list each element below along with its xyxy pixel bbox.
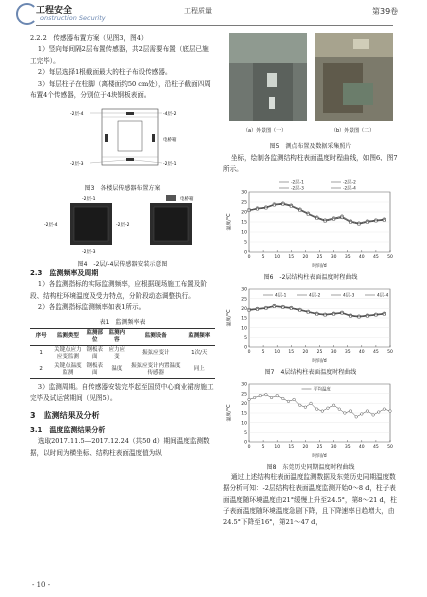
- legend-label: 平均温度: [313, 387, 331, 393]
- table-cell: 1次/天: [191, 350, 208, 357]
- y-tick-label: 15: [241, 316, 247, 322]
- data-point: [253, 396, 256, 399]
- fig4-label: -2层-4: [44, 223, 58, 229]
- y-tick-label: 5: [244, 335, 247, 341]
- figure-4-caption: 图4 -2层/-4层传感器安装示意图: [77, 261, 168, 269]
- data-point: [366, 410, 369, 413]
- y-tick-label: 10: [241, 421, 247, 427]
- x-tick-label: 35: [344, 444, 351, 450]
- data-point: [349, 410, 352, 413]
- data-point: [310, 402, 313, 405]
- data-point: [377, 411, 380, 414]
- table-cell: 振弦应变计内置温度传感器: [131, 362, 181, 376]
- fig3-label: 电桥箱: [163, 138, 177, 144]
- y-tick-label: 25: [241, 392, 247, 398]
- y-tick-label: 0: [244, 345, 247, 351]
- table-cell: 钢板表面: [86, 346, 103, 360]
- x-tick-label: 25: [316, 444, 323, 450]
- figure-5-caption: 图5 测点布置及数据采集照片: [269, 143, 352, 150]
- fig4-label: 电桥箱: [180, 197, 194, 203]
- data-point: [276, 394, 279, 397]
- section-3-1-title: 3.1 温度监测结果分析: [30, 426, 106, 435]
- legend-label: 4层-2: [309, 293, 321, 299]
- y-tick-label: 20: [241, 401, 247, 407]
- table-1-caption: 表1 监测频率表: [99, 318, 146, 326]
- x-tick-label: 45: [373, 444, 379, 450]
- x-tick-label: 20: [302, 444, 309, 450]
- data-point: [287, 400, 290, 403]
- table-header: 序号: [35, 333, 47, 340]
- figure-6: [223, 178, 398, 281]
- figure-5-photos: [223, 33, 398, 137]
- data-point: [259, 394, 262, 397]
- paragraph: 通过上述结构柱表面温度监测数据及东莞历史同期温度数据分析可知：-2层结构柱表面温度监测开始0～8 d，柱子表面温度随环境温度由21°缓慢上升至24.5°，第8～21 d，柱子表面温度随环境温度急剧下降，且下降速率日趋增大，由24.5°下降至16°，第21～47 d，: [223, 472, 397, 527]
- figure-4: [30, 193, 215, 269]
- x-tick-label: 50: [387, 254, 393, 260]
- fig4-label: -2层-1: [82, 197, 96, 203]
- sensor-mark: [126, 158, 134, 161]
- y-axis-label: 温度/°C: [227, 404, 232, 422]
- figure-6-caption: 图6 -2层结构柱表面温度时程曲线: [263, 273, 358, 281]
- x-tick-label: 15: [288, 254, 295, 260]
- data-point: [383, 408, 386, 411]
- figure-4-diagram: [30, 193, 215, 255]
- x-tick-label: 0: [247, 444, 251, 450]
- page-header: [0, 0, 427, 26]
- page-number: - 10 -: [32, 581, 51, 589]
- data-point: [389, 410, 392, 413]
- legend-label: -2层-4: [343, 186, 356, 192]
- fig3-label: -2层-1: [163, 162, 177, 168]
- y-tick-label: 15: [241, 220, 247, 226]
- table-cell: 关键点应力应变监测: [54, 346, 82, 360]
- y-tick-label: 25: [241, 200, 247, 206]
- fig3-label: -2层-3: [70, 162, 84, 168]
- table-cell: 2: [39, 366, 43, 373]
- x-tick-label: 30: [330, 254, 337, 260]
- y-axis-label: 温度/°C: [227, 213, 232, 231]
- data-point: [315, 408, 318, 411]
- data-point: [361, 412, 364, 415]
- fig4-label: -2层-2: [116, 223, 130, 229]
- y-tick-label: 30: [241, 382, 247, 388]
- x-tick-label: 5: [261, 349, 265, 355]
- table-header: 监测内容: [108, 329, 126, 343]
- x-tick-label: 10: [274, 349, 281, 355]
- figure-8: [223, 376, 398, 471]
- x-axis-label: 时间/d: [312, 453, 327, 458]
- data-point: [344, 412, 347, 415]
- journal-logo-icon: [16, 3, 38, 25]
- y-tick-label: 15: [241, 411, 247, 417]
- x-axis-label: 时间/d: [312, 358, 327, 363]
- volume-number: 第39卷: [372, 7, 399, 16]
- table-cell: 1: [39, 350, 43, 357]
- left-column: [30, 33, 215, 459]
- x-tick-label: 0: [247, 254, 251, 260]
- y-tick-label: 30: [241, 190, 247, 196]
- legend-label: 4层-3: [343, 293, 355, 299]
- x-tick-label: 25: [316, 349, 323, 355]
- data-point: [298, 404, 301, 407]
- data-point: [332, 404, 335, 407]
- x-tick-label: 30: [330, 444, 337, 450]
- right-column: [223, 33, 398, 529]
- figure-3: [30, 103, 215, 193]
- legend-label: -2层-2: [343, 180, 356, 186]
- fig3-label: -2层-4: [70, 112, 84, 118]
- data-point: [355, 415, 358, 418]
- data-point: [321, 410, 324, 413]
- x-tick-label: 0: [247, 349, 251, 355]
- paragraph: 2）各监测指标监测频率如表1所示。: [37, 303, 146, 312]
- legend-label: 4层-1: [275, 293, 287, 299]
- data-point: [265, 393, 268, 396]
- data-point: [293, 398, 296, 401]
- x-tick-label: 40: [358, 254, 365, 260]
- header-rule: [36, 25, 393, 26]
- paragraph: 3）监测周期。自传感器安装完毕起至国贸中心商业裙房施工完毕及试运营期间（见图5）。: [30, 382, 214, 403]
- fig4-label: -2层-3: [82, 250, 96, 256]
- frequency-table: [30, 328, 215, 379]
- data-point: [270, 396, 273, 399]
- y-tick-label: 5: [244, 430, 247, 436]
- figure-8-caption: 图8 东莞历史同期温度时程曲线: [266, 463, 355, 471]
- x-tick-label: 5: [261, 444, 265, 450]
- section-name: 工程质量: [184, 7, 212, 15]
- table-row: [30, 362, 215, 379]
- table-header: 监测设备: [144, 333, 167, 340]
- x-tick-label: 45: [373, 349, 379, 355]
- y-tick-label: 10: [241, 326, 247, 332]
- x-axis-label: 时间/d: [312, 263, 327, 268]
- series-line: [249, 204, 384, 224]
- sensor-mark: [126, 112, 134, 115]
- chart-fig8: [223, 376, 398, 458]
- figure-7: [223, 281, 398, 376]
- column-plan: [102, 109, 158, 165]
- legend-label: 4层-4: [377, 293, 389, 299]
- journal-title-en: onstruction Security: [40, 14, 106, 22]
- table-cell: 振弦应变计: [142, 350, 170, 357]
- data-point: [372, 413, 375, 416]
- y-tick-label: 0: [244, 440, 247, 446]
- photo-a-caption: （a）外景图（一）: [243, 128, 287, 134]
- table-cell: 温度: [111, 366, 123, 373]
- x-tick-label: 30: [330, 349, 337, 355]
- y-tick-label: 25: [241, 297, 247, 303]
- paragraph: 2）每层选择1根截面最大的柱子布设传感器。: [37, 68, 172, 77]
- x-tick-label: 10: [274, 254, 281, 260]
- journal-title-cn: 工程安全: [36, 6, 73, 16]
- fig3-label: -4层-2: [163, 112, 177, 118]
- paragraph: 3）每层柱子在柱脚（离楼面约50 cm处），沿柱子截面四周布置4个传感器，分别位于4块钢板表面。: [30, 79, 211, 100]
- x-tick-label: 5: [261, 254, 265, 260]
- photo-b-caption: （b）外景图（二）: [331, 128, 375, 134]
- table-cell: 应力应变: [108, 346, 126, 360]
- y-tick-label: 30: [241, 287, 247, 293]
- table-header: 监测部位: [86, 329, 103, 343]
- data-point: [338, 408, 341, 411]
- x-tick-label: 20: [302, 349, 309, 355]
- table-cell: 钢板表面: [86, 362, 103, 376]
- x-tick-label: 20: [302, 254, 309, 260]
- x-tick-label: 35: [344, 254, 351, 260]
- y-axis-label: 温度/°C: [227, 309, 232, 327]
- table-header: 监测频率: [188, 333, 211, 340]
- section-2-2-2-title: 2.2.2 传感器布置方案（见图3，图4）: [30, 34, 148, 42]
- x-tick-label: 25: [316, 254, 323, 260]
- x-tick-label: 15: [288, 444, 295, 450]
- x-tick-label: 50: [387, 444, 393, 450]
- x-tick-label: 35: [344, 349, 351, 355]
- legend-label: -2层-3: [291, 186, 304, 192]
- paragraph: 坐标，绘制各监测结构柱表面温度时程曲线，如图6、图7所示。: [223, 154, 398, 174]
- data-point: [304, 406, 307, 409]
- x-tick-label: 45: [373, 254, 379, 260]
- data-point: [327, 407, 330, 410]
- data-point: [248, 398, 251, 401]
- section-3-title: 3 监测结果及分析: [30, 411, 100, 421]
- x-tick-label: 15: [288, 349, 295, 355]
- chart-fig7: [223, 281, 398, 363]
- table-cell: 关键点温度监测: [54, 362, 82, 376]
- figure-3-caption: 图3 各楼层传感器布置方案: [84, 185, 161, 193]
- table-row: [30, 345, 215, 362]
- table-cell: 同上: [193, 366, 205, 373]
- x-tick-label: 50: [387, 349, 393, 355]
- x-tick-label: 40: [358, 444, 365, 450]
- x-tick-label: 40: [358, 349, 365, 355]
- sensor-mark: [152, 134, 155, 142]
- figure-7-caption: 图7 4层结构柱表面温度时程曲线: [264, 368, 357, 376]
- column-core: [118, 121, 142, 151]
- sensor-mark: [105, 134, 108, 142]
- y-tick-label: 10: [241, 230, 247, 236]
- table-header: 监测类型: [56, 333, 79, 340]
- data-point: [282, 397, 285, 400]
- paragraph: 1）竖向每间隔2层布置传感器，共2层需要布置（底层已施工完毕）。: [30, 45, 209, 65]
- legend-label: -2层-1: [291, 180, 304, 186]
- y-tick-label: 20: [241, 306, 247, 312]
- y-tick-label: 5: [244, 240, 247, 246]
- paragraph: 1）各监测指标的实际监测频率，应根据现场施工布置及阶段、结构柱环境温度及受力特点，分阶段动态调整执行。: [30, 280, 207, 300]
- chart-fig6: [223, 178, 398, 268]
- section-2-3-title: 2.3 监测频率及周期: [30, 269, 99, 278]
- y-tick-label: 0: [244, 250, 247, 256]
- figure-5: [223, 33, 398, 151]
- paragraph: 选取2017.11.5—2017.12.24（共50 d）期间温度监测数据，以时间为横坐标、结构柱表面温度值为纵: [30, 437, 210, 457]
- x-tick-label: 10: [274, 444, 281, 450]
- figure-3-diagram: [30, 103, 215, 179]
- y-tick-label: 20: [241, 210, 247, 216]
